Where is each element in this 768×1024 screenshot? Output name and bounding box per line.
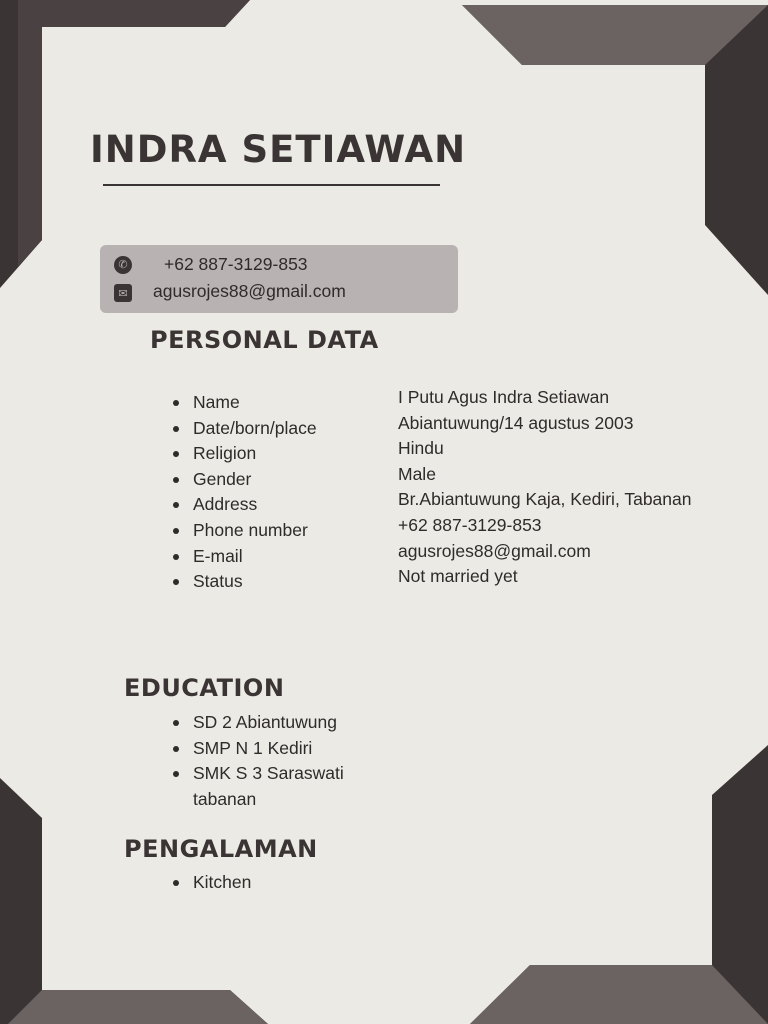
personal-label: Status (172, 569, 317, 595)
contact-box (100, 245, 458, 313)
education-item: SMP N 1 Kediri (172, 736, 344, 762)
personal-label: E-mail (172, 544, 317, 570)
experience-item: Kitchen (172, 870, 251, 896)
contact-phone-text: +62 887-3129-853 (164, 254, 308, 274)
personal-label: Phone number (172, 518, 317, 544)
personal-label: Date/born/place (172, 416, 317, 442)
personal-value: Hindu (398, 438, 444, 459)
education-item: SMK S 3 Saraswati (172, 761, 344, 787)
experience-list (172, 870, 251, 896)
education-heading: EDUCATION (124, 674, 285, 702)
contact-phone (100, 254, 308, 275)
personal-value: Br.Abiantuwung Kaja, Kediri, Tabanan (398, 489, 692, 510)
experience-heading: PENGALAMAN (124, 835, 318, 863)
personal-values (398, 385, 692, 590)
personal-data-heading: PERSONAL DATA (150, 326, 379, 354)
education-item-continued: tabanan (193, 788, 257, 809)
personal-value: I Putu Agus Indra Setiawan (398, 387, 610, 407)
personal-label: Gender (172, 467, 317, 493)
personal-labels (172, 390, 317, 595)
personal-value: Male (398, 463, 436, 484)
resume-name: INDRA SETIAWAN (90, 128, 467, 171)
personal-value: agusrojes88@gmail.com (398, 540, 591, 561)
personal-label: Address (172, 492, 317, 518)
personal-value: +62 887-3129-853 (398, 514, 542, 535)
personal-label: Name (172, 390, 317, 416)
personal-value: Not married yet (398, 566, 518, 587)
personal-label: Religion (172, 441, 317, 467)
contact-email-text: agusrojes88@gmail.com (153, 281, 346, 301)
contact-email (100, 281, 346, 302)
mail-icon: ✉ (114, 284, 132, 302)
phone-icon: ✆ (114, 256, 132, 274)
education-list (172, 710, 344, 812)
title-divider (103, 184, 440, 186)
education-item: SD 2 Abiantuwung (172, 710, 344, 736)
personal-value: Abiantuwung/14 agustus 2003 (398, 412, 634, 433)
